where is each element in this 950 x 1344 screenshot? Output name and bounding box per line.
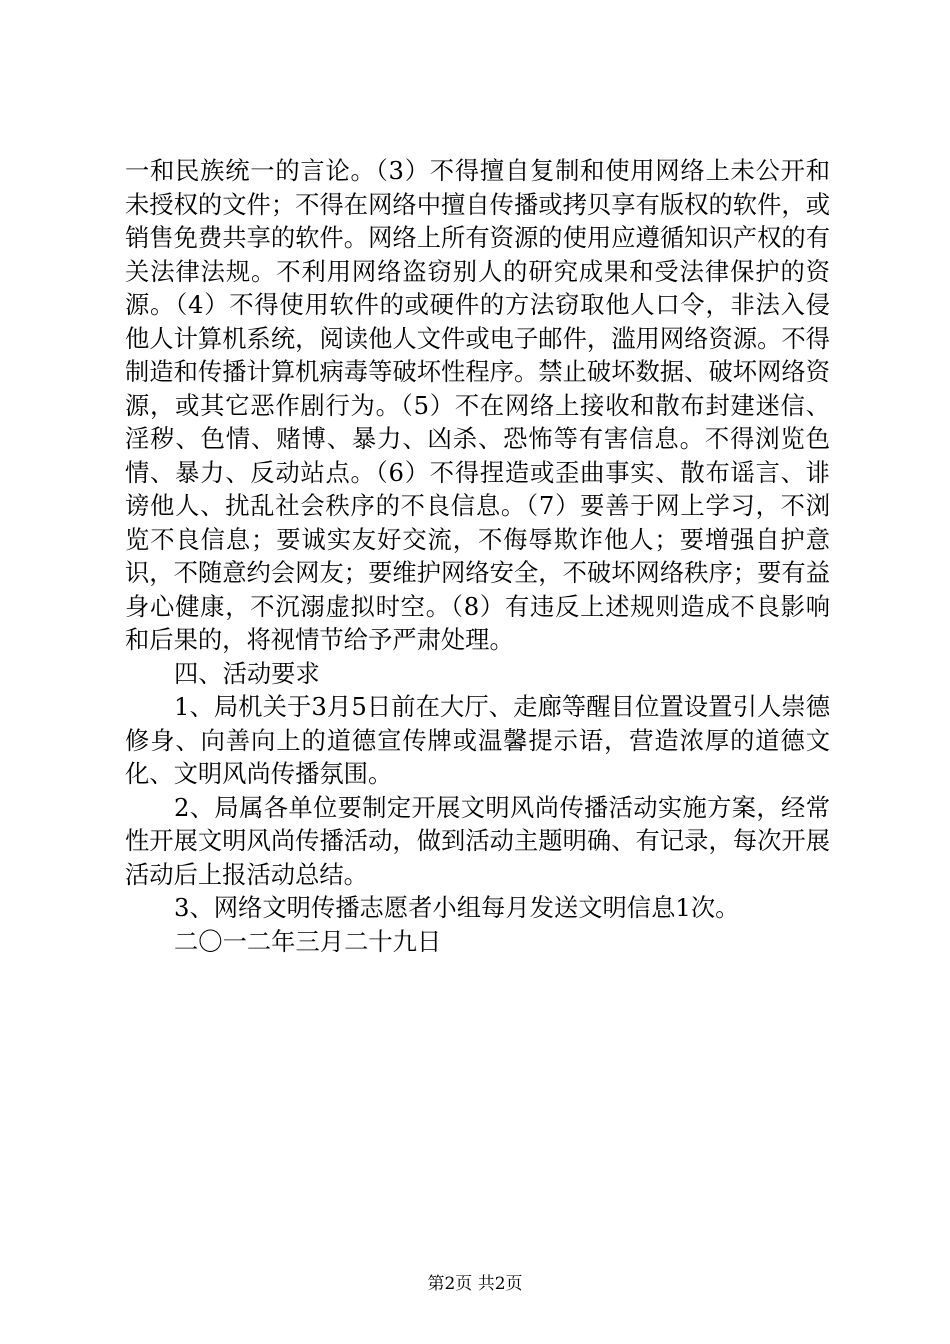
requirement-item-3: 3、网络文明传播志愿者小组每月发送文明信息1次。 xyxy=(174,893,740,922)
page-footer: 第2页 共2页 xyxy=(427,1274,523,1294)
rules-paragraph: 一和民族统一的言论。（3）不得擅自复制和使用网络上未公开和未授权的文件；不得在网络中擅自传播或拷贝享有版权的软件，或销售免费共享的软件。网络上所有资源的使用应遵循知识产权的有关法律法规。不利用网络盗窃别人的研究成果和受法律保护的资源。（4）不得使用软件的或硬件的方法窃取他人口令，非法入侵他人计算机系统，阅读他人文件或电子邮件，滥用网络资源。不得制造和传播计算机病毒等破坏性程序。禁止破坏数据、破坏网络资源，或其它恶作剧行为。（5）不在网络上接收和散布封建迷信、淫秽、色情、赌博、暴力、凶杀、恐怖等有害信息。不得浏览色情、暴力、反动站点。（6）不得捏造或歪曲事实、散布谣言、诽谤他人、扰乱社会秩序的不良信息。（7）要善于网上学习，不浏览不良信息；要诚实友好交流，不侮辱欺诈他人；要增强自护意识，不随意约会网友；要维护网络安全，不破坏网络秩序；要有益身心健康，不沉溺虚拟时空。（8）有违反上述规则造成不良影响和后果的，将视情节给予严肃处理。 xyxy=(125,156,830,654)
document-date: 二〇一二年三月二十九日 xyxy=(174,926,442,956)
document-body xyxy=(125,154,830,958)
section-heading-activity-requirements: 四、活动要求 xyxy=(174,658,320,688)
requirement-item-1: 1、局机关于3月5日前在大厅、走廊等醒目位置设置引人崇德修身、向善向上的道德宣传牌或温馨提示语，营造浓厚的道德文化、文明风尚传播氛围。 xyxy=(125,692,830,788)
requirement-item-2: 2、局属各单位要制定开展文明风尚传播活动实施方案，经常性开展文明风尚传播活动，做到活动主题明确、有记录，每次开展活动后上报活动总结。 xyxy=(125,792,830,889)
